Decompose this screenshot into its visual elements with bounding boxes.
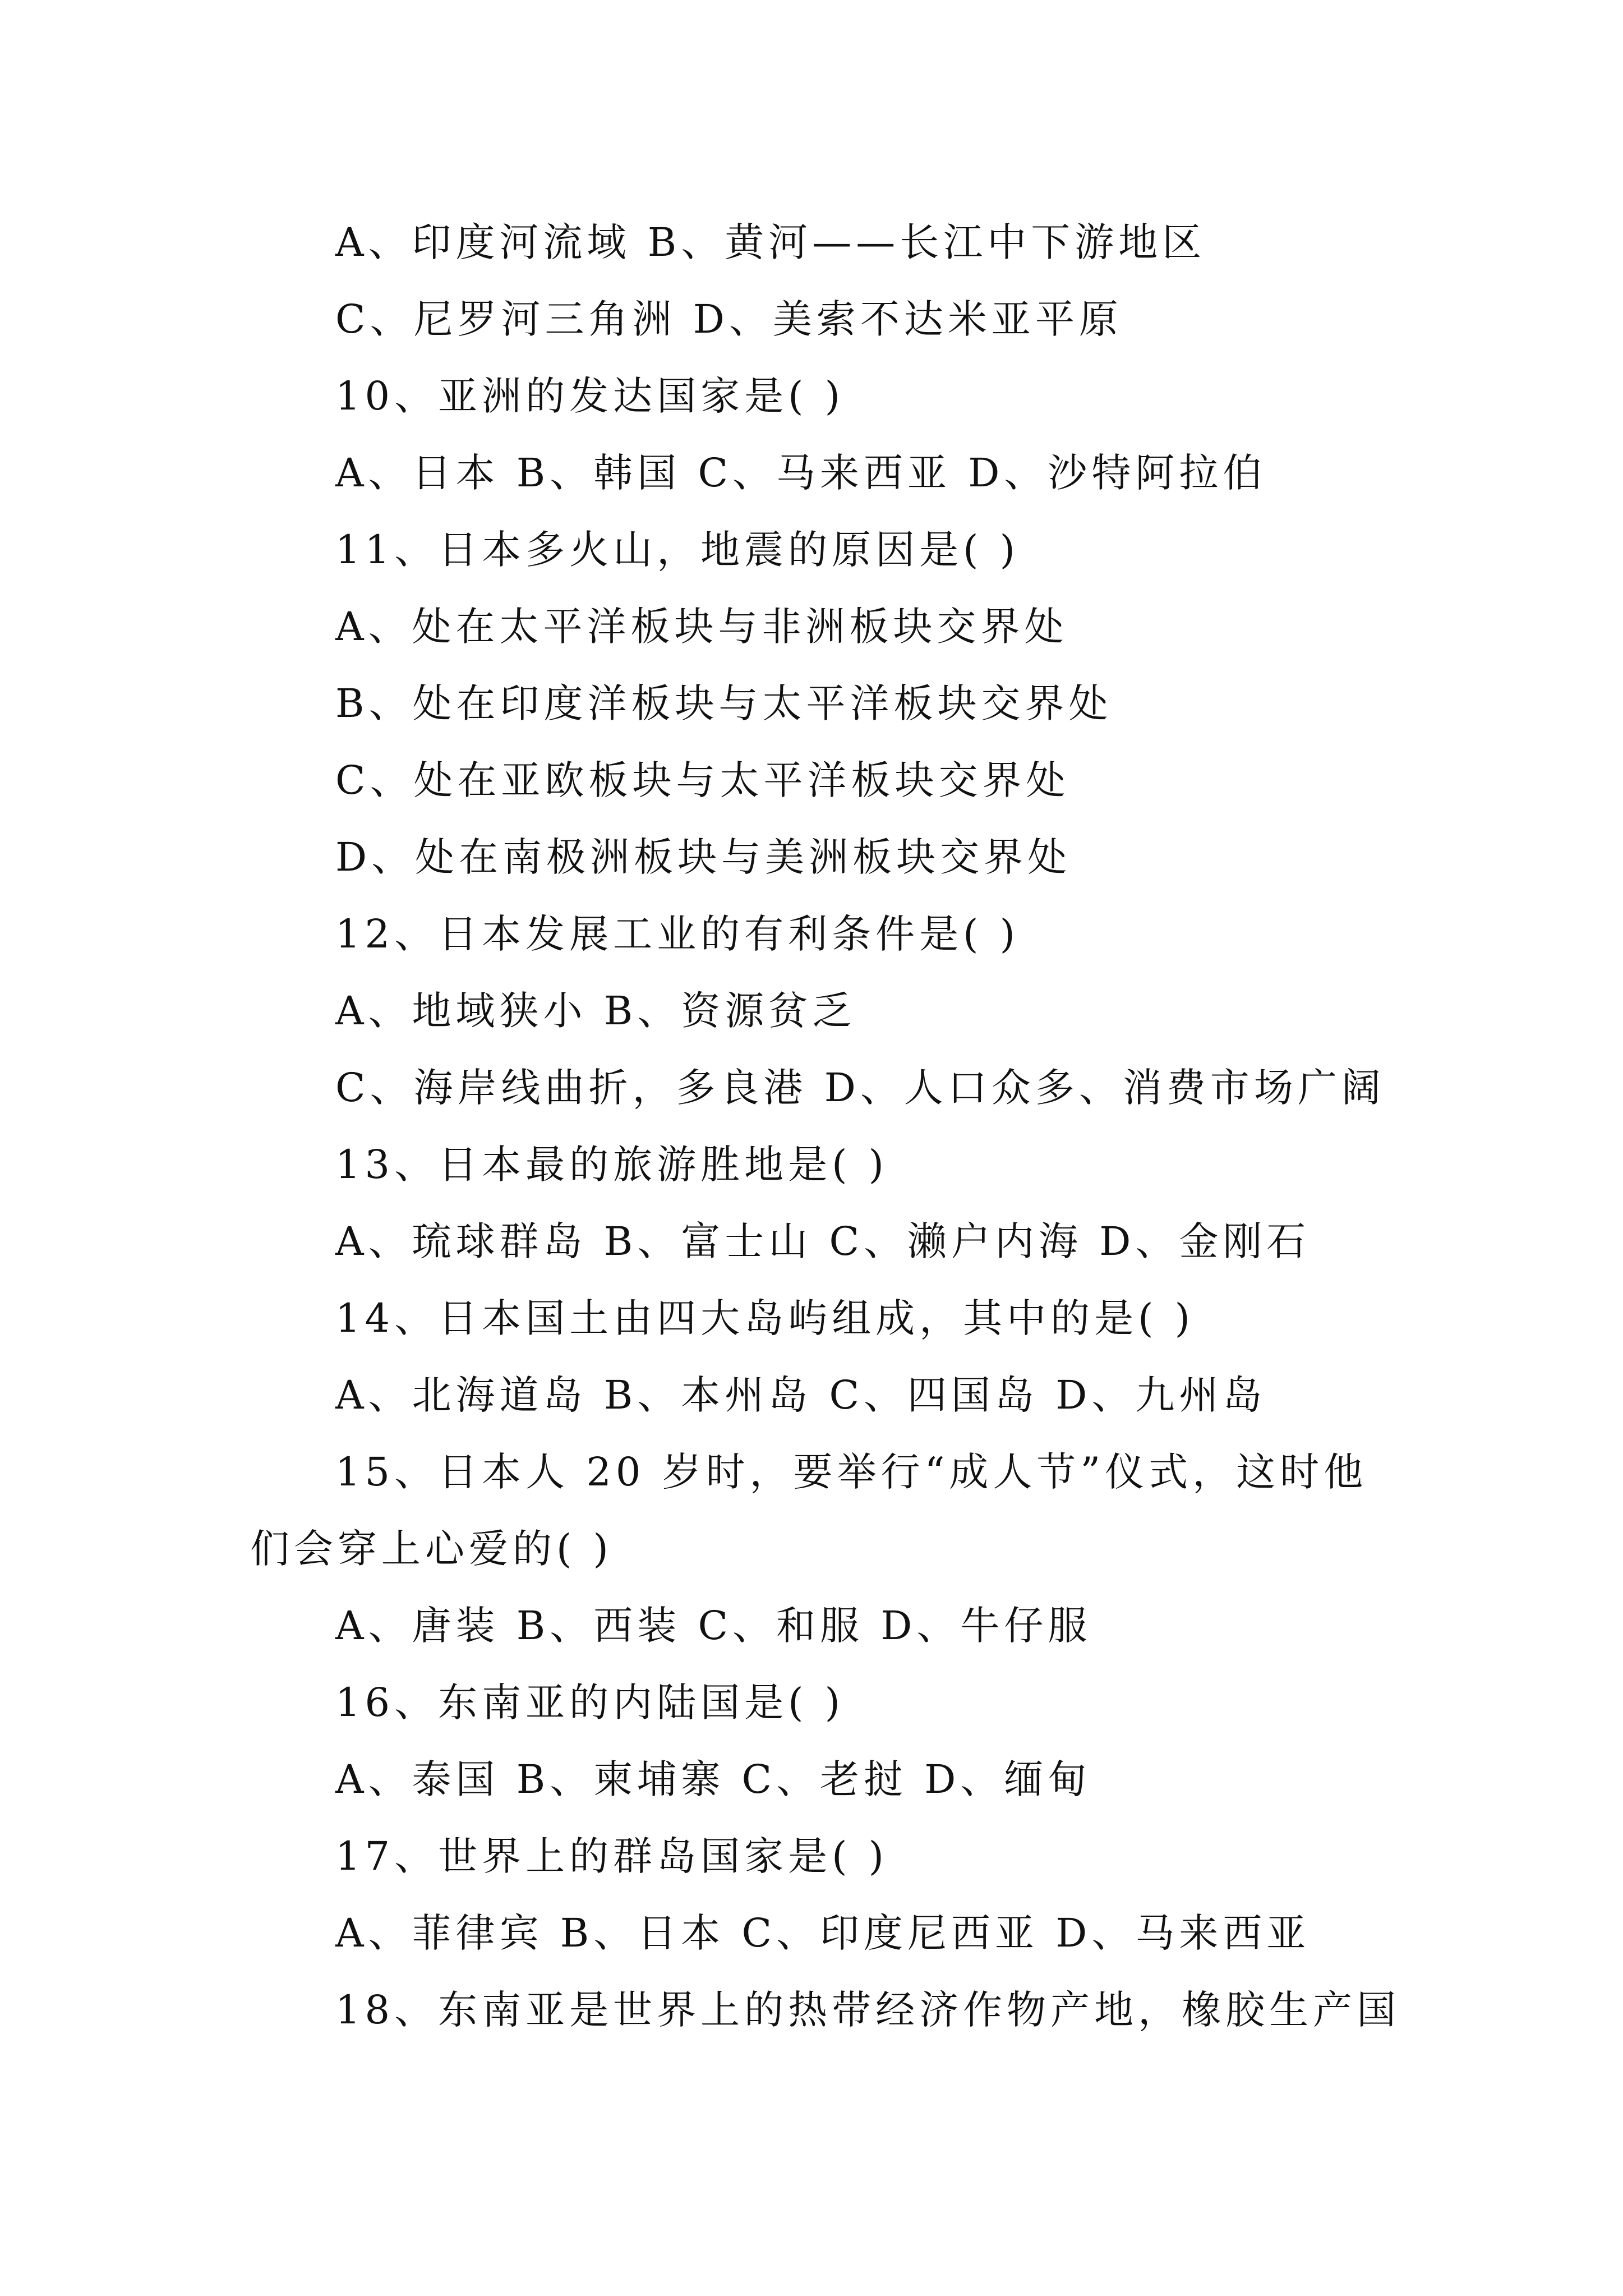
question-12-stem: 12、日本发展工业的有利条件是( ) <box>335 911 1020 957</box>
question-11-option-c: C、处在亚欧板块与太平洋板块交界处 <box>335 757 1070 803</box>
question-9-option-line-2: C、尼罗河三角洲 D、美索不达米亚平原 <box>335 296 1123 342</box>
question-12-options-line-1: A、地域狭小 B、资源贫乏 <box>335 988 856 1034</box>
question-11-stem: 11、日本多火山，地震的原因是( ) <box>335 527 1020 573</box>
question-14-options: A、北海道岛 B、本州岛 C、四国岛 D、九州岛 <box>335 1372 1267 1418</box>
question-10-options: A、日本 B、韩国 C、马来西亚 D、沙特阿拉伯 <box>335 450 1267 496</box>
question-10-stem: 10、亚洲的发达国家是( ) <box>335 373 845 419</box>
question-16-options: A、泰国 B、柬埔寨 C、老挝 D、缅甸 <box>335 1756 1092 1802</box>
question-15-options: A、唐装 B、西装 C、和服 D、牛仔服 <box>335 1603 1092 1649</box>
question-13-options: A、琉球群岛 B、富士山 C、濑户内海 D、金刚石 <box>335 1218 1311 1264</box>
question-11-option-a: A、处在太平洋板块与非洲板块交界处 <box>335 604 1068 650</box>
question-17-options: A、菲律宾 B、日本 C、印度尼西亚 D、马来西亚 <box>335 1910 1311 1956</box>
question-14-stem: 14、日本国土由四大岛屿组成，其中的是( ) <box>335 1295 1195 1341</box>
question-17-stem: 17、世界上的群岛国家是( ) <box>335 1833 888 1879</box>
question-13-stem: 13、日本最的旅游胜地是( ) <box>335 1142 888 1188</box>
question-11-option-b: B、处在印度洋板块与太平洋板块交界处 <box>335 680 1113 726</box>
question-15-stem-continued: 们会穿上心爱的( ) <box>250 1526 613 1572</box>
question-18-stem: 18、东南亚是世界上的热带经济作物产地，橡胶生产国 <box>335 1987 1401 2033</box>
document-page <box>250 204 1428 2049</box>
question-11-option-d: D、处在南极洲板块与美洲板块交界处 <box>335 834 1072 880</box>
question-9-option-line-1: A、印度河流域 B、黄河——长江中下游地区 <box>335 219 1206 265</box>
question-16-stem: 16、东南亚的内陆国是( ) <box>335 1680 845 1726</box>
question-15-stem: 15、日本人 20 岁时，要举行“成人节”仪式，这时他 <box>335 1449 1368 1495</box>
question-12-options-line-2: C、海岸线曲折，多良港 D、人口众多、消费市场广阔 <box>335 1065 1385 1111</box>
